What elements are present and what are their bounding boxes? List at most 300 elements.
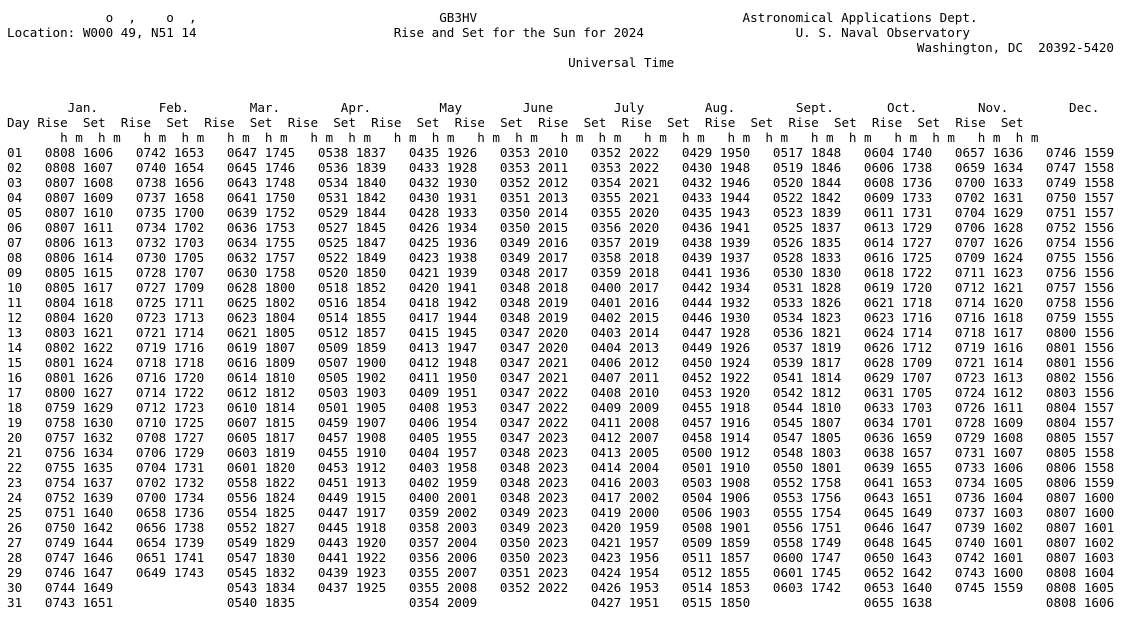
rise-set-cell: 0352 2022: [499, 580, 569, 595]
rise-set-cell: 0657 1636: [954, 145, 1024, 160]
spacer: [1023, 250, 1046, 265]
rise-header: Rise: [955, 115, 986, 130]
rise-set-cell: 0702 1631: [954, 190, 1024, 205]
spacer: [500, 100, 523, 115]
pad-2b: [644, 25, 796, 40]
rise-set-cell: 0423 1956: [590, 550, 660, 565]
rise-set-cell: 0500 1912: [681, 445, 751, 460]
rise-set-cell: 0511 1857: [681, 550, 751, 565]
rise-set-cell: 0756 1556: [1045, 265, 1115, 280]
spacer: [841, 490, 864, 505]
spacer: [568, 115, 583, 130]
spacer: [568, 325, 591, 340]
spacer: [386, 295, 409, 310]
spacer: [204, 415, 227, 430]
rise-set-cell: 0629 1707: [863, 370, 933, 385]
set-unit: h m: [932, 130, 955, 145]
spacer: [659, 460, 682, 475]
rise-set-cell: 0708 1727: [135, 430, 205, 445]
rise-set-cell: 0520 1844: [772, 175, 842, 190]
spacer: [113, 235, 136, 250]
spacer: [288, 130, 311, 145]
rise-set-cell: 0648 1645: [863, 535, 933, 550]
spacer: [902, 115, 917, 130]
rise-set-cell: 0347 2021: [499, 355, 569, 370]
header-line-4: [7, 55, 1114, 70]
spacer: [750, 520, 773, 535]
spacer: [932, 355, 955, 370]
spacer: [1023, 355, 1046, 370]
rise-set-cell: 0508 1901: [681, 520, 751, 535]
spacer: [386, 430, 409, 445]
rise-set-cell: 0400 2001: [408, 490, 478, 505]
spacer: [204, 160, 227, 175]
table-row: [7, 385, 1130, 400]
spacer: [955, 130, 978, 145]
rise-set-cell: 0359 2002: [408, 505, 478, 520]
rise-set-cell: 0421 1957: [590, 535, 660, 550]
rise-set-cell: 0555 1754: [772, 505, 842, 520]
spacer: [659, 175, 682, 190]
set-unit: h m: [348, 130, 372, 145]
spacer: [1023, 175, 1046, 190]
rise-set-cell: 0614 1727: [863, 235, 933, 250]
rise-header: Rise: [454, 115, 485, 130]
rise-set-cell: 0603 1819: [226, 445, 296, 460]
spacer: [22, 490, 45, 505]
rise-set-cell: 0522 1842: [772, 190, 842, 205]
spacer: [1023, 340, 1046, 355]
rise-set-cell: 0604 1740: [863, 145, 933, 160]
rise-set-cell: 0355 2020: [590, 205, 660, 220]
rise-set-cell: 0447 1917: [317, 505, 387, 520]
spacer: [659, 400, 682, 415]
rise-set-cell: 0408 1953: [408, 400, 478, 415]
rise-set-cell: 0436 1941: [681, 220, 751, 235]
spacer: [659, 430, 682, 445]
spacer: [22, 295, 45, 310]
spacer: [750, 535, 773, 550]
spacer: [113, 550, 136, 565]
set-unit: h m: [1015, 130, 1039, 145]
spacer: [121, 130, 144, 145]
rise-set-cell: 0802 1556: [1045, 370, 1115, 385]
rise-set-cell: 0709 1624: [954, 250, 1024, 265]
rise-set-cell: 0712 1621: [954, 280, 1024, 295]
spacer: [932, 340, 955, 355]
spacer: [1023, 310, 1046, 325]
rise-set-cell: 0747 1646: [44, 550, 114, 565]
spacer: [659, 565, 682, 580]
table-row: [7, 505, 1130, 520]
rise-set-cell: 0400 2017: [590, 280, 660, 295]
rise-set-cell: 0707 1626: [954, 235, 1024, 250]
rise-set-cell: 0645 1746: [226, 160, 296, 175]
spacer: [204, 580, 227, 595]
rise-set-cell: 0801 1626: [44, 370, 114, 385]
spacer: [1023, 205, 1046, 220]
rise-set-cell: 0632 1757: [226, 250, 296, 265]
spacer: [386, 370, 409, 385]
rise-set-cell: 0621 1718: [863, 295, 933, 310]
spacer: [667, 130, 682, 145]
rise-set-cell: 0507 1900: [317, 355, 387, 370]
table-row: [7, 400, 1130, 415]
rise-set-cell: 0408 2010: [590, 385, 660, 400]
spacer: [697, 115, 705, 130]
spacer: [932, 160, 955, 175]
rise-set-cell: 0800 1556: [1045, 325, 1115, 340]
spacer: [1023, 460, 1046, 475]
rise-set-cell: [136, 580, 204, 595]
rise-set-cell: [318, 595, 386, 610]
rise-set-cell: 0643 1651: [863, 490, 933, 505]
spacer: [750, 460, 773, 475]
day-number: 01: [7, 145, 23, 160]
rise-set-cell: 0358 2003: [408, 520, 478, 535]
spacer: [83, 130, 98, 145]
rise-set-cell: 0631 1705: [863, 385, 933, 400]
rise-set-cell: 0509 1859: [681, 535, 751, 550]
table-row: [7, 160, 1130, 175]
spacer: [834, 130, 849, 145]
rise-set-cell: 0526 1835: [772, 235, 842, 250]
spacer: [659, 370, 682, 385]
rise-set-cell: 0759 1555: [1045, 310, 1115, 325]
spacer: [477, 340, 500, 355]
rise-set-cell: 0721 1714: [135, 325, 205, 340]
spacer: [773, 100, 796, 115]
spacer: [1023, 520, 1046, 535]
rise-set-cell: 0700 1734: [135, 490, 205, 505]
rise-set-cell: 0650 1643: [863, 550, 933, 565]
rise-set-cell: 0610 1814: [226, 400, 296, 415]
table-row: [7, 280, 1130, 295]
spacer: [128, 100, 136, 115]
rise-set-cell: 0409 1951: [408, 385, 478, 400]
rise-set-header-row: [7, 115, 1130, 130]
rise-set-cell: 0548 1803: [772, 445, 842, 460]
spacer: [750, 355, 773, 370]
station-code: GB3HV: [439, 10, 478, 25]
day-number: 05: [7, 205, 23, 220]
set-unit: h m: [431, 130, 455, 145]
rise-unit: h m: [894, 130, 918, 145]
rise-set-cell: 0421 1939: [408, 265, 478, 280]
spacer: [932, 265, 955, 280]
rise-set-cell: 0633 1703: [863, 400, 933, 415]
spacer: [538, 130, 561, 145]
spacer: [591, 100, 614, 115]
rise-set-cell: 0351 2013: [499, 190, 569, 205]
rise-set-cell: [500, 595, 568, 610]
rise-set-cell: 0619 1807: [226, 340, 296, 355]
spacer: [386, 490, 409, 505]
spacer: [189, 115, 197, 130]
set-unit: h m: [681, 130, 705, 145]
spacer: [614, 115, 622, 130]
spacer: [22, 550, 45, 565]
spacer: [750, 595, 773, 610]
spacer: [841, 145, 864, 160]
spacer: [659, 580, 682, 595]
rise-set-cell: 0404 2013: [590, 340, 660, 355]
table-row: [7, 145, 1130, 160]
set-header: Set: [667, 115, 690, 130]
rise-set-cell: 0517 1848: [772, 145, 842, 160]
spacer: [940, 115, 948, 130]
spacer: [204, 475, 227, 490]
rise-set-cell: 0355 2008: [408, 580, 478, 595]
rise-set-cell: 0411 1950: [408, 370, 478, 385]
spacer: [295, 340, 318, 355]
rise-set-cell: 0355 2007: [408, 565, 478, 580]
rise-set-cell: 0536 1821: [772, 325, 842, 340]
rise-set-cell: [955, 595, 1023, 610]
rise-set-cell: 0558 1749: [772, 535, 842, 550]
spacer: [932, 385, 955, 400]
spacer: [477, 205, 500, 220]
rise-header: Rise: [788, 115, 819, 130]
table-row: [7, 535, 1130, 550]
rise-set-cell: 0805 1615: [44, 265, 114, 280]
spacer: [750, 580, 773, 595]
day-number: 04: [7, 190, 23, 205]
spacer: [568, 565, 591, 580]
rise-set-cell: 0545 1807: [772, 415, 842, 430]
spacer: [750, 565, 773, 580]
rise-set-cell: 0736 1604: [954, 490, 1024, 505]
day-number: 28: [7, 550, 23, 565]
rise-set-cell: 0721 1614: [954, 355, 1024, 370]
spacer: [750, 265, 773, 280]
rise-set-cell: 0427 1951: [590, 595, 660, 610]
location-text: Location: W000 49, N51 14: [7, 25, 197, 40]
spacer: [113, 475, 136, 490]
spacer: [204, 340, 227, 355]
rise-header: Rise: [871, 115, 903, 130]
spacer: [864, 115, 872, 130]
month-label: Feb.: [158, 100, 190, 115]
spacer: [333, 130, 348, 145]
spacer: [932, 430, 955, 445]
rise-set-cell: 0608 1736: [863, 175, 933, 190]
rise-set-cell: [136, 595, 204, 610]
spacer: [295, 445, 318, 460]
rise-set-cell: 0406 2012: [590, 355, 660, 370]
spacer: [113, 445, 136, 460]
spacer: [659, 265, 682, 280]
spacer: [295, 520, 318, 535]
rise-set-cell: 0728 1609: [954, 415, 1024, 430]
rise-set-cell: 0449 1926: [681, 340, 751, 355]
spacer: [1023, 550, 1046, 565]
spacer: [932, 175, 955, 190]
spacer: [735, 115, 750, 130]
rise-set-cell: 0435 1926: [408, 145, 478, 160]
spacer: [659, 310, 682, 325]
rise-set-cell: 0641 1750: [226, 190, 296, 205]
rise-set-cell: 0723 1713: [135, 310, 205, 325]
table-row: [7, 175, 1130, 190]
spacer: [659, 295, 682, 310]
rise-set-cell: 0442 1934: [681, 280, 751, 295]
spacer: [98, 100, 128, 115]
table-row: [7, 220, 1130, 235]
rise-set-cell: 0716 1720: [135, 370, 205, 385]
rise-set-cell: 0435 1943: [681, 205, 751, 220]
spacer: [568, 355, 591, 370]
spacer: [113, 205, 136, 220]
spacer: [22, 385, 45, 400]
rise-unit: h m: [393, 130, 417, 145]
spacer: [318, 115, 333, 130]
spacer: [750, 415, 773, 430]
rise-set-cell: 0412 1948: [408, 355, 478, 370]
spacer: [386, 400, 409, 415]
spacer: [932, 565, 955, 580]
rise-set-cell: 0515 1850: [681, 595, 751, 610]
spacer: [568, 520, 591, 535]
spacer: [841, 430, 864, 445]
rise-set-cell: 0612 1812: [226, 385, 296, 400]
rise-header: Rise: [621, 115, 652, 130]
table-row: [7, 520, 1130, 535]
spacer: [22, 580, 45, 595]
rise-set-cell: 0749 1644: [44, 535, 114, 550]
rise-set-cell: 0804 1620: [44, 310, 114, 325]
rise-set-cell: 0406 1954: [408, 415, 478, 430]
set-header: Set: [750, 115, 774, 130]
table-row: [7, 445, 1130, 460]
rise-set-cell: 0805 1557: [1045, 430, 1115, 445]
spacer: [659, 250, 682, 265]
rise-set-cell: 0759 1629: [44, 400, 114, 415]
rise-set-cell: 0630 1758: [226, 265, 296, 280]
rise-set-cell: 0618 1722: [863, 265, 933, 280]
spacer: [750, 430, 773, 445]
spacer: [841, 295, 864, 310]
rise-set-cell: 0432 1946: [681, 175, 751, 190]
rise-unit: h m: [226, 130, 250, 145]
rise-set-cell: 0413 1947: [408, 340, 478, 355]
rise-set-cell: 0742 1653: [135, 145, 205, 160]
spacer: [932, 370, 955, 385]
rise-set-cell: 0414 2004: [590, 460, 660, 475]
spacer: [235, 115, 250, 130]
rise-set-cell: 0430 1948: [681, 160, 751, 175]
spacer: [659, 490, 682, 505]
spacer: [841, 460, 864, 475]
rise-set-cell: 0412 2007: [590, 430, 660, 445]
spacer: [1023, 370, 1046, 385]
spacer: [113, 295, 136, 310]
spacer: [204, 505, 227, 520]
spacer: [1023, 280, 1046, 295]
spacer: [22, 415, 45, 430]
spacer: [204, 250, 227, 265]
spacer: [644, 100, 674, 115]
spacer: [841, 265, 864, 280]
rise-set-cell: 0424 1954: [590, 565, 660, 580]
spacer: [834, 100, 857, 115]
spacer: [568, 400, 591, 415]
table-row: [7, 460, 1130, 475]
rise-set-cell: 0807 1601: [1045, 520, 1115, 535]
rise-set-cell: 0417 1944: [408, 310, 478, 325]
rise-set-cell: 0719 1716: [135, 340, 205, 355]
rise-set-cell: 0531 1842: [317, 190, 387, 205]
spacer: [682, 100, 705, 115]
rise-set-cell: 0733 1606: [954, 460, 1024, 475]
rise-set-cell: 0808 1607: [44, 160, 114, 175]
rise-set-cell: 0623 1804: [226, 310, 296, 325]
rise-unit: h m: [60, 130, 83, 145]
rise-set-cell: 0719 1616: [954, 340, 1024, 355]
rise-set-cell: 0356 2006: [408, 550, 478, 565]
rise-set-cell: 0357 2004: [408, 535, 478, 550]
rise-set-cell: 0530 1830: [772, 265, 842, 280]
rise-set-cell: 0737 1658: [135, 190, 205, 205]
rise-set-cell: 0638 1657: [863, 445, 933, 460]
rise-set-cell: 0807 1608: [44, 175, 114, 190]
spacer: [1046, 100, 1069, 115]
month-header-row: [7, 100, 1130, 115]
spacer: [841, 445, 864, 460]
spacer: [750, 310, 773, 325]
spacer: [659, 355, 682, 370]
rise-set-cell: 0806 1613: [44, 235, 114, 250]
day-number: 12: [7, 310, 23, 325]
spacer: [568, 310, 591, 325]
header-line-3: [7, 40, 1114, 55]
rise-set-cell: 0801 1624: [44, 355, 114, 370]
spacer: [295, 460, 318, 475]
spacer: [295, 490, 318, 505]
spacer: [295, 415, 318, 430]
rise-set-cell: 0428 1933: [408, 205, 478, 220]
rise-set-cell: 0525 1847: [317, 235, 387, 250]
spacer: [22, 250, 45, 265]
spacer: [750, 325, 773, 340]
spacer: [659, 325, 682, 340]
spacer: [22, 460, 45, 475]
rise-set-cell: 0803 1621: [44, 325, 114, 340]
spacer: [295, 265, 318, 280]
day-number: 15: [7, 355, 23, 370]
rise-set-cell: 0506 1903: [681, 505, 751, 520]
degree-marks: o , o ,: [7, 10, 197, 25]
rise-set-cell: 0639 1655: [863, 460, 933, 475]
day-number: 07: [7, 235, 23, 250]
spacer: [386, 520, 409, 535]
rise-set-cell: 0347 2020: [499, 325, 569, 340]
rise-set-cell: 0607 1815: [226, 415, 296, 430]
rise-set-cell: 0512 1855: [681, 565, 751, 580]
table-row: [7, 475, 1130, 490]
spacer: [841, 340, 864, 355]
spacer: [295, 535, 318, 550]
spacer: [295, 355, 318, 370]
spacer: [295, 295, 318, 310]
rise-set-cell: 0739 1602: [954, 520, 1024, 535]
rise-set-cell: 0752 1556: [1045, 220, 1115, 235]
rise-set-cell: 0747 1558: [1045, 160, 1115, 175]
rise-set-cell: 0411 2008: [590, 415, 660, 430]
rise-set-cell: 0628 1800: [226, 280, 296, 295]
spacer: [295, 430, 318, 445]
spacer: [113, 340, 136, 355]
